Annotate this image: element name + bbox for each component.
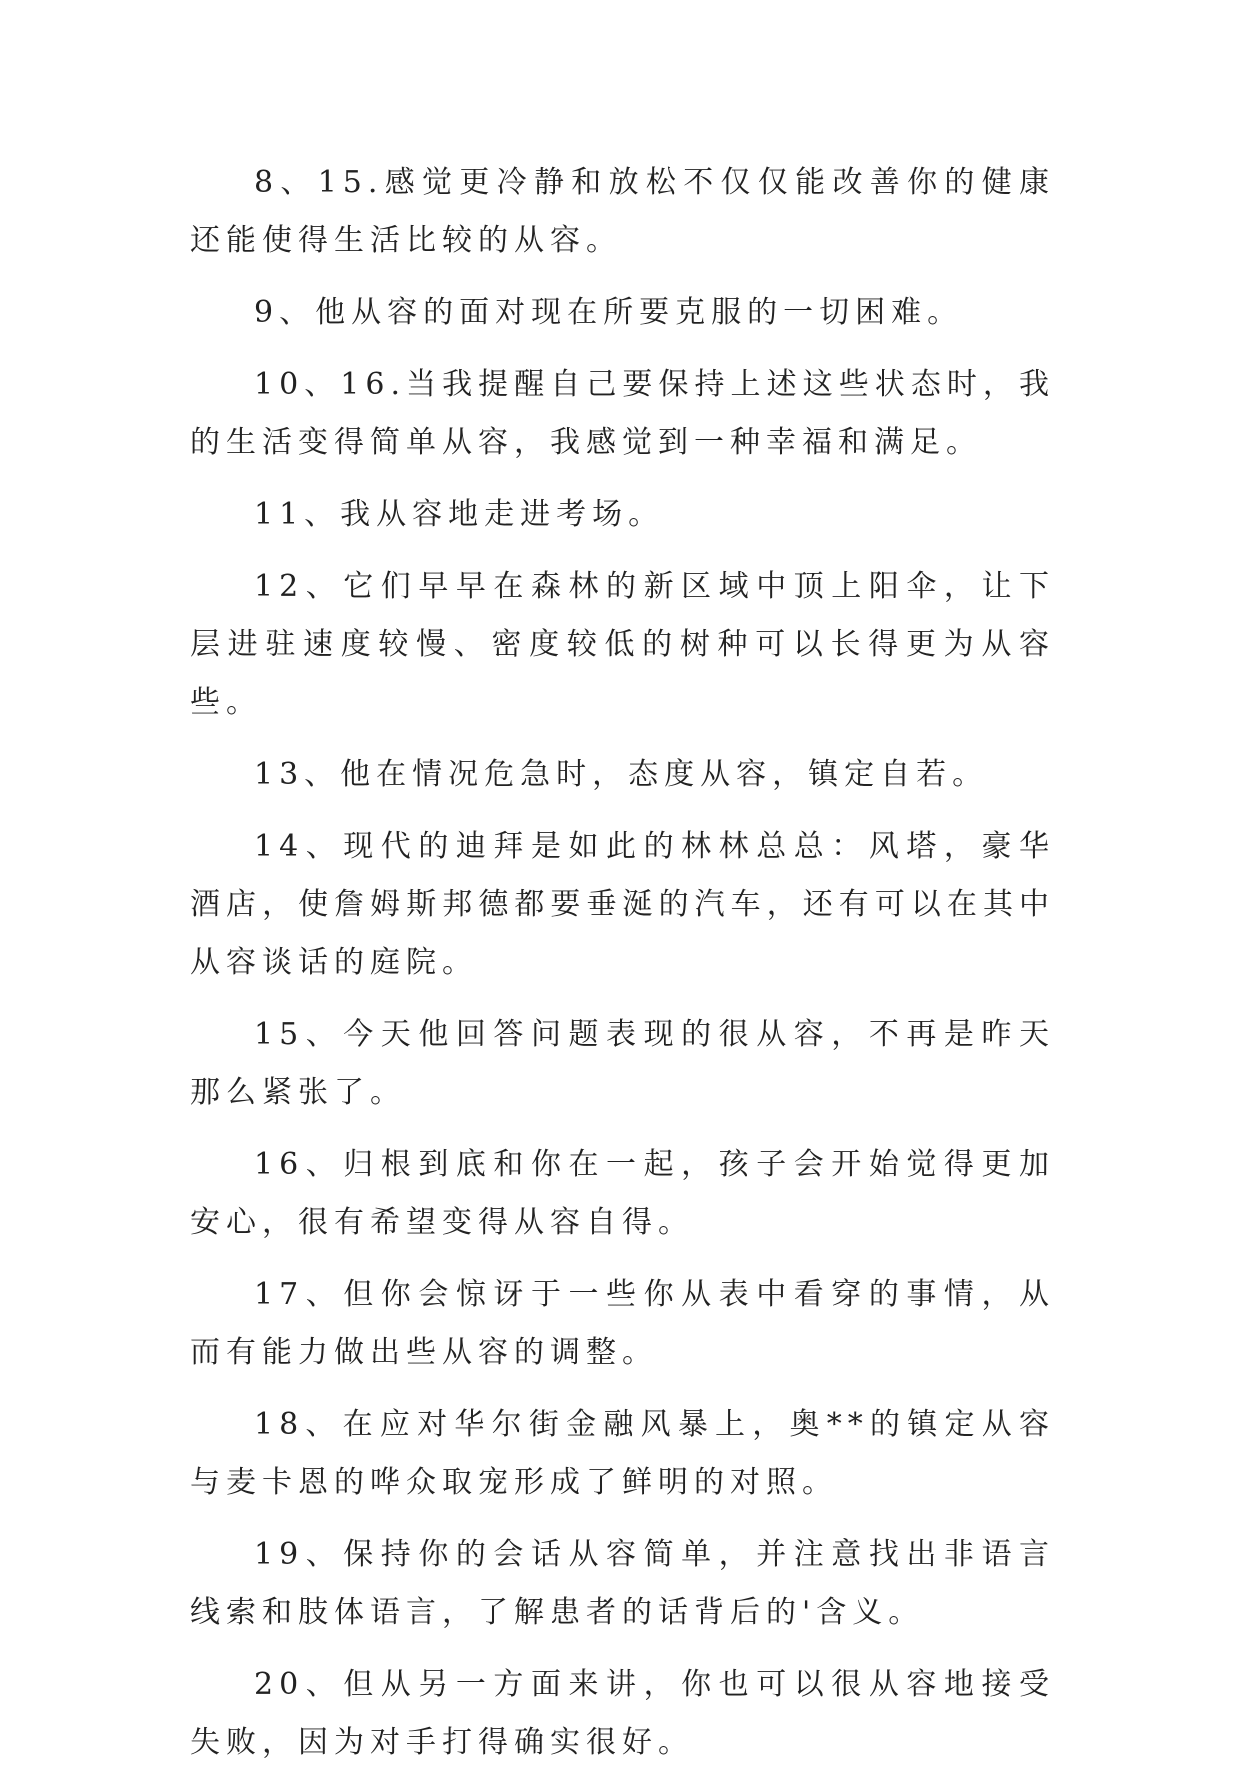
paragraph-item: 18、在应对华尔街金融风暴上，奥**的镇定从容与麦卡恩的哗众取宠形成了鲜明的对照。 (190, 1407, 1055, 1500)
paragraph-item: 19、保持你的会话从容简单，并注意找出非语言线索和肢体语言，了解患者的话背后的'含义。 (190, 1537, 1055, 1630)
paragraph-item: 14、现代的迪拜是如此的林林总总：风塔，豪华酒店，使詹姆斯邦德都要垂涎的汽车，还有可以在其中从容谈话的庭院。 (190, 829, 1055, 980)
paragraph-item: 17、但你会惊讶于一些你从表中看穿的事情，从而有能力做出些从容的调整。 (190, 1277, 1055, 1370)
paragraph-item: 11、我从容地走进考场。 (254, 497, 665, 532)
document-body (190, 154, 1055, 1786)
paragraph-item: 8、15.感觉更冷静和放松不仅仅能改善你的健康还能使得生活比较的从容。 (190, 165, 1055, 258)
paragraph-item: 15、今天他回答问题表现的很从容，不再是昨天那么紧张了。 (190, 1017, 1055, 1110)
paragraph-item: 16、归根到底和你在一起，孩子会开始觉得更加安心，很有希望变得从容自得。 (190, 1147, 1055, 1240)
paragraph-item: 10、16.当我提醒自己要保持上述这些状态时，我的生活变得简单从容，我感觉到一种幸福和满足。 (190, 367, 1055, 460)
paragraph-item: 12、它们早早在森林的新区域中顶上阳伞，让下层进驻速度较慢、密度较低的树种可以长得更为从容些。 (190, 569, 1055, 720)
paragraph-item: 9、他从容的面对现在所要克服的一切困难。 (254, 295, 964, 330)
paragraph-item: 20、但从另一方面来讲，你也可以很从容地接受失败，因为对手打得确实很好。 (190, 1667, 1055, 1760)
paragraph-item: 13、他在情况危急时，态度从容，镇定自若。 (254, 757, 989, 792)
